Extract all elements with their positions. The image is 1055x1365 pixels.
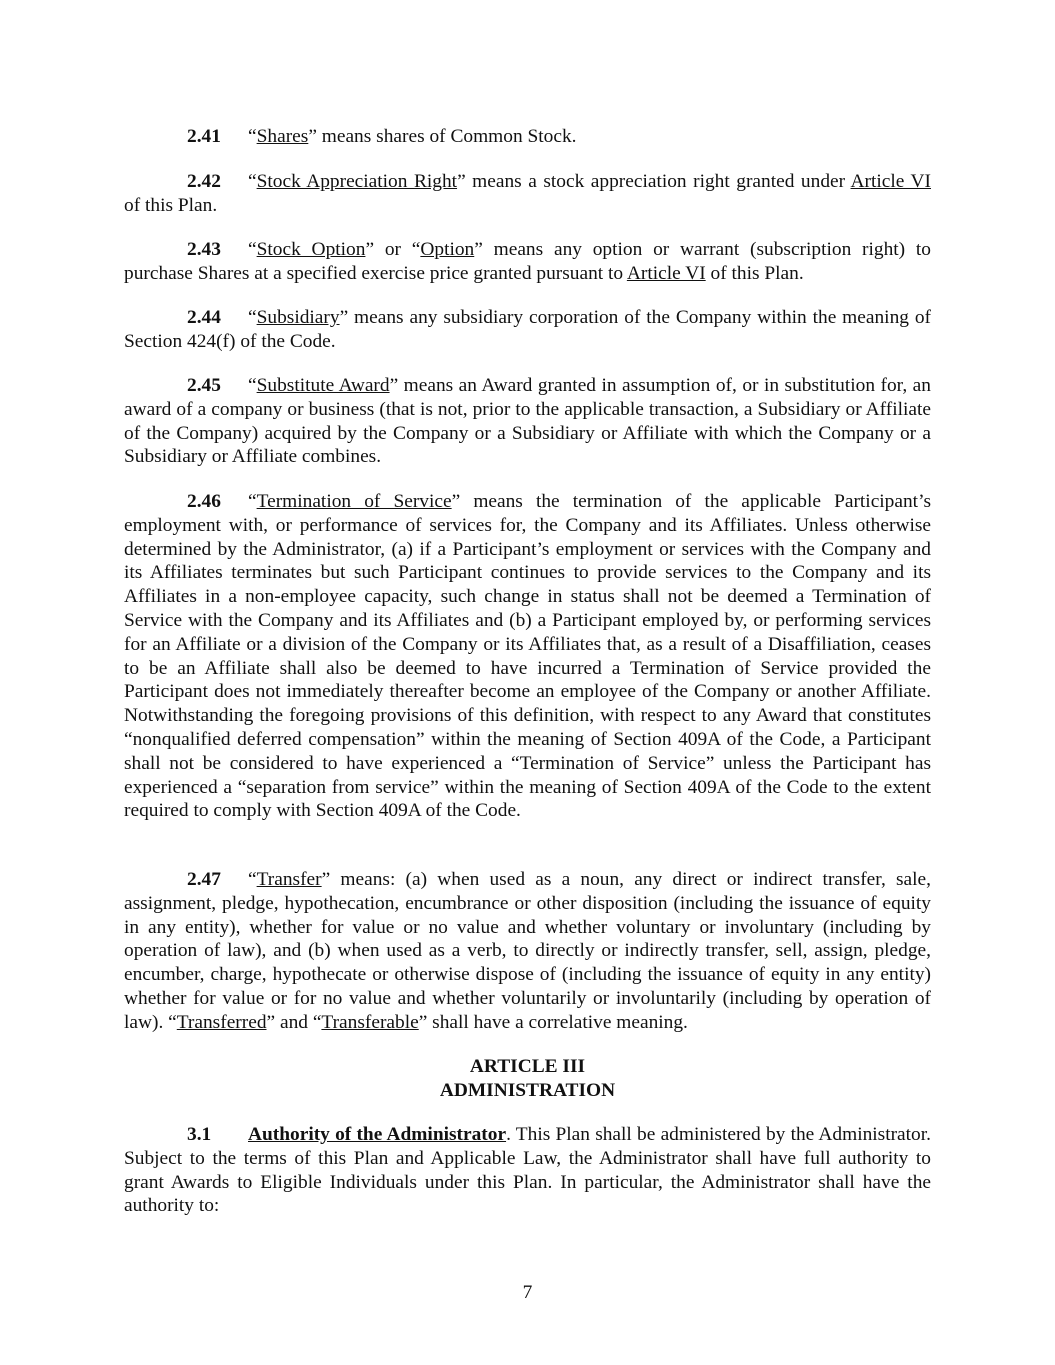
section-2-46 (124, 490, 931, 823)
defined-term: Subsidiary (256, 307, 340, 328)
section-text: “Stock Option” or “Option” means any option or warrant (subscription right) to purchase Shares at a specified exercise price granted pursuant to Article VI of this Plan. (124, 239, 931, 284)
section-number: 2.45 (187, 375, 221, 396)
defined-term: Transfer (256, 869, 322, 890)
section-text: “Substitute Award” means an Award granted in assumption of, or in substitution for, an award of a company or business (that is not, prior to the applicable transaction, a Subsidiary or Affiliate of the Company) acquired by the Company or a Subsidiary or Affiliate with which the Company or a Subsidiary or Affiliate combines. (124, 375, 931, 468)
section-number: 2.44 (187, 307, 221, 328)
section-2-44 (124, 306, 931, 354)
defined-term: Termination of Service (256, 491, 452, 512)
section-text: . This Plan shall be administered by the Administrator. Subject to the terms of this Plan and Applicable Law, the Administrator shall have full authority to grant Awards to Eligible Individuals under this Plan. In particular, the Administrator shall have the authority to: (124, 1124, 931, 1217)
section-heading: Authority of the Administrator (248, 1124, 507, 1145)
defined-term: Transferable (321, 1011, 419, 1033)
article-number: ARTICLE III (469, 1056, 586, 1077)
section-number: 2.43 (187, 239, 221, 260)
section-2-45 (124, 374, 931, 469)
article-reference: Article VI (626, 262, 706, 284)
section-text: “Termination of Service” means the termination of the applicable Participant’s employment with, or performance of services for, the Company and its Affiliates. Unless otherwise determined by the Administrator, (a) if a Participant’s employment or services with the Company and its Affiliates terminates but such Participant continues to provide services to the Company and its Affiliates in a non-employee capacity, such change in status shall not be deemed a Termination of Service with the Company and its Affiliates and (b) a Participant employed by, or performing services for an Affiliate or a division of the Company or its Affiliates that, as a result of a Disaffiliation, ceases to be an Affiliate shall also be deemed to have incurred a Termination of Service provided the Participant does not immediately thereafter become an employee of the Company or another Affiliate. Notwithstanding the foregoing provisions of this definition, with respect to any Award that constitutes “nonqualified deferred compensation” within the meaning of Section 409A of the Code, a Participant shall not be considered to have experienced a “Termination of Service” unless the Participant has experienced a “separation from service” within the meaning of Section 409A of the Code to the extent required to comply with Section 409A of the Code. (124, 491, 931, 822)
section-number: 2.46 (187, 491, 221, 512)
article-title: ADMINISTRATION (439, 1079, 616, 1101)
section-2-47 (124, 868, 931, 1035)
defined-term: Stock Appreciation Right (256, 171, 458, 192)
section-2-42 (124, 170, 931, 218)
defined-term: Substitute Award (256, 375, 390, 396)
section-number: 2.47 (187, 869, 221, 890)
defined-term: Stock Option (256, 239, 366, 260)
article-heading (124, 1055, 931, 1103)
page-number: 7 (522, 1282, 533, 1303)
section-2-41 (124, 125, 931, 149)
defined-term: Option (420, 239, 475, 260)
section-number: 3.1 (187, 1124, 212, 1145)
section-3-1 (124, 1123, 931, 1218)
section-text: “Transfer” means: (a) when used as a noun, any direct or indirect transfer, sale, assignment, pledge, hypothecation, encumbrance or other disposition (including the issuance of equity in any entity), whether for value or no value and whether voluntary or involuntary (including by operation of law), and (b) when used as a verb, to directly or indirectly transfer, sell, assign, pledge, encumber, charge, hypothecate or otherwise dispose of (including the issuance of equity in any entity) whether for value or for no value and whether voluntarily or involuntarily (including by operation of law). “Transferred” and “Transferable” shall have a correlative meaning. (124, 869, 931, 1033)
section-text: “Shares” means shares of Common Stock. (248, 126, 577, 147)
section-2-43 (124, 238, 931, 286)
section-text: “Subsidiary” means any subsidiary corporation of the Company within the meaning of Section 424(f) of the Code. (124, 307, 931, 352)
defined-term: Shares (256, 126, 309, 147)
section-number: 2.41 (187, 126, 221, 147)
section-text: “Stock Appreciation Right” means a stock appreciation right granted under Article VI of this Plan. (124, 171, 931, 216)
section-number: 2.42 (187, 171, 221, 192)
defined-term: Transferred (176, 1011, 267, 1033)
article-reference: Article VI (850, 171, 931, 192)
